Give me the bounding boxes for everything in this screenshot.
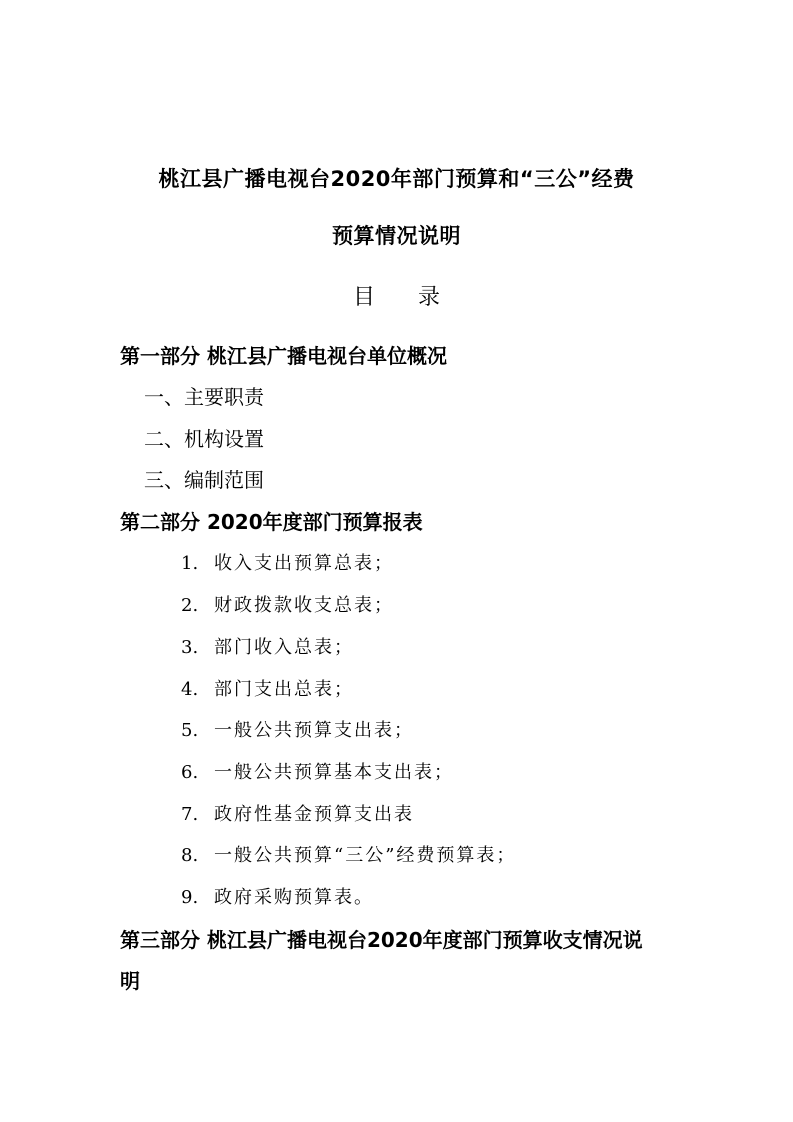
toc-item — [181, 675, 354, 705]
item-number: 7. — [181, 804, 199, 825]
toc-item — [181, 800, 414, 830]
title-line-2: 预算情况说明 — [332, 224, 461, 248]
item-number: 5. — [181, 720, 199, 741]
toc-item — [181, 758, 454, 788]
toc-heading: 目 录 — [353, 285, 458, 310]
section-main-duties: 一、主要职责 — [144, 385, 264, 409]
item-number: 9. — [181, 887, 199, 908]
toc-item — [181, 549, 394, 579]
item-number: 6. — [181, 762, 199, 783]
toc-item — [181, 883, 374, 913]
part-2-heading: 第二部分 2020年度部门预算报表 — [120, 510, 423, 534]
item-text: 政府采购预算表。 — [214, 887, 374, 908]
section-staffing-scope: 三、编制范围 — [144, 468, 264, 492]
toc-item — [181, 716, 414, 746]
item-text: 一般公共预算基本支出表； — [214, 762, 454, 783]
toc-item — [181, 841, 516, 871]
item-number: 3. — [181, 637, 199, 658]
item-text: 部门收入总表； — [214, 637, 354, 658]
section-organization: 二、机构设置 — [144, 427, 264, 451]
item-text: 部门支出总表； — [214, 679, 354, 700]
item-text: 一般公共预算“三公”经费预算表； — [214, 845, 517, 866]
part-3-heading: 第三部分 桃江县广播电视台2020年度部门预算收支情况说 — [120, 928, 643, 952]
item-number: 8. — [181, 845, 199, 866]
toc-item — [181, 591, 394, 621]
item-text: 财政拨款收支总表； — [214, 595, 394, 616]
item-text: 政府性基金预算支出表 — [214, 804, 414, 825]
toc-item — [181, 633, 354, 663]
part-1-heading: 第一部分 桃江县广播电视台单位概况 — [120, 344, 447, 368]
item-text: 一般公共预算支出表； — [214, 720, 414, 741]
title-line-1: 桃江县广播电视台2020年部门预算和“三公”经费 — [158, 167, 635, 191]
item-number: 4. — [181, 679, 199, 700]
item-text: 收入支出预算总表； — [214, 553, 394, 574]
part-3-heading-continued: 明 — [120, 969, 140, 993]
item-number: 1. — [181, 553, 199, 574]
item-number: 2. — [181, 595, 199, 616]
